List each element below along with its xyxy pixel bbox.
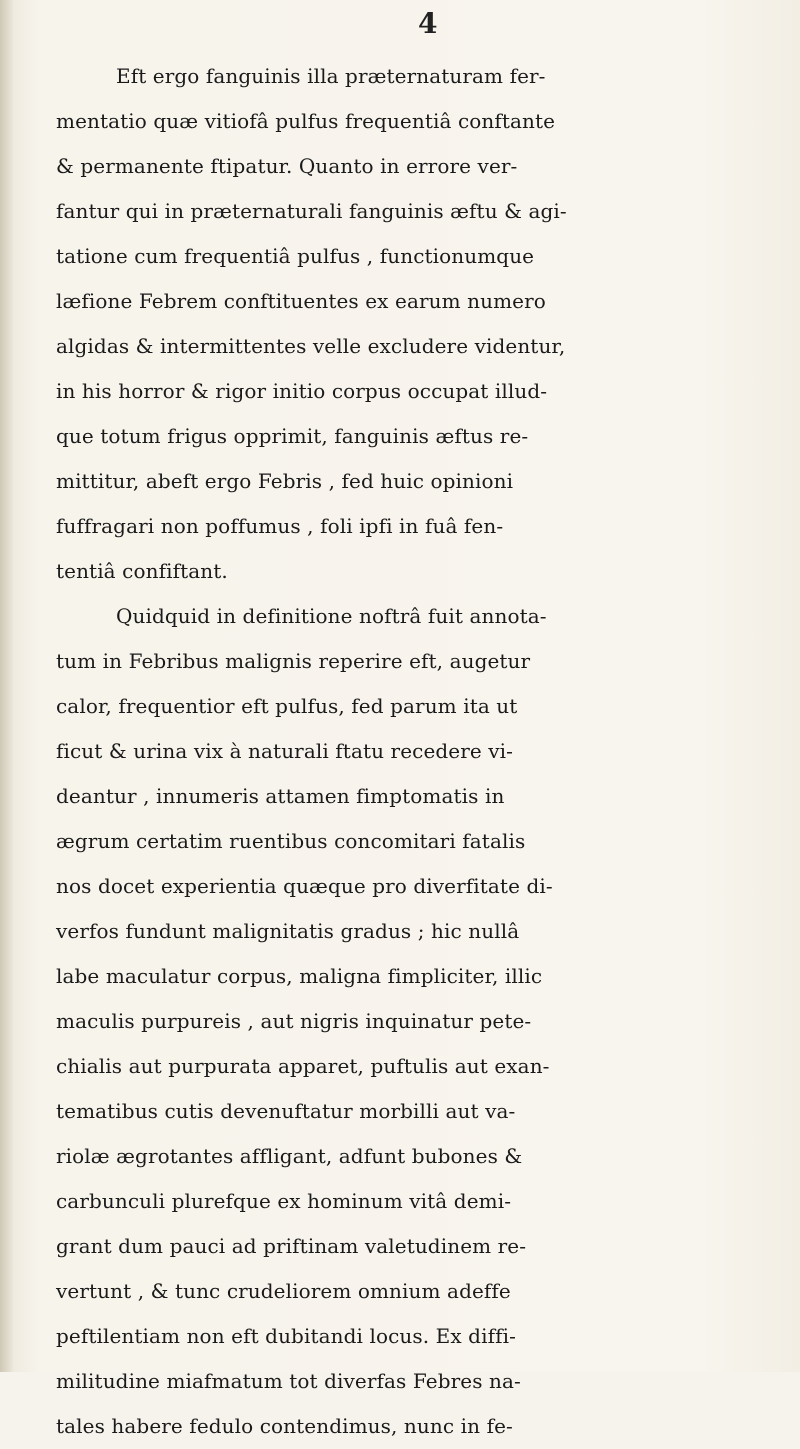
text-line: & permanente ftipatur. Quanto in errore ver-: [56, 154, 518, 178]
text-line: tales habere fedulo contendimus, nunc in fe-: [56, 1414, 513, 1438]
text-line: deantur , innumeris attamen fimptomatis in: [56, 784, 505, 808]
text-line: calor, frequentior eft pulfus, fed parum ita ut: [56, 694, 518, 718]
text-line: que totum frigus opprimit, fanguinis æftus re-: [56, 424, 529, 448]
text-line: chialis aut purpurata apparet, puftulis aut exan-: [56, 1054, 550, 1078]
text-line: maculis purpureis , aut nigris inquinatur pete-: [56, 1009, 532, 1033]
body-text: [56, 54, 796, 1449]
text-line: militudine miafmatum tot diverfas Febres na-: [56, 1369, 521, 1393]
text-line: vertunt , & tunc crudeliorem omnium adeffe: [56, 1279, 511, 1303]
text-line: nos docet experientia quæque pro diverfitate di-: [56, 874, 553, 898]
text-line: Eft ergo fanguinis illa præternaturam fer-: [116, 64, 546, 88]
text-line: tatione cum frequentiâ pulfus , functionumque: [56, 244, 535, 268]
text-line: fuffragari non poffumus , foli ipfi in fuâ fen-: [56, 514, 504, 538]
text-line: riolæ ægrotantes affligant, adfunt bubones &: [56, 1144, 523, 1168]
page-gutter-edge: [0, 0, 14, 1372]
page-number: 4: [418, 7, 438, 40]
text-line: labe maculatur corpus, maligna fimpliciter, illic: [56, 964, 543, 988]
text-line: mittitur, abeft ergo Febris , fed huic opinioni: [56, 469, 514, 493]
text-line: tentiâ confiftant.: [56, 559, 228, 583]
text-line: carbunculi plurefque ex hominum vitâ demi-: [56, 1189, 512, 1213]
text-line: læfione Febrem conftituentes ex earum numero: [56, 289, 546, 313]
text-line: algidas & intermittentes velle excludere videntur,: [56, 334, 566, 358]
text-line: tum in Febribus malignis reperire eft, augetur: [56, 649, 531, 673]
text-line: grant dum pauci ad priftinam valetudinem re-: [56, 1234, 527, 1258]
text-line: mentatio quæ vitiofâ pulfus frequentiâ conftante: [56, 109, 556, 133]
text-line: fantur qui in præternaturali fanguinis æftu & agi-: [56, 199, 567, 223]
text-line: in his horror & rigor initio corpus occupat illud-: [56, 379, 548, 403]
text-line: ficut & urina vix à naturali ftatu recedere vi-: [56, 739, 514, 763]
text-line: verfos fundunt malignitatis gradus ; hic nullâ: [56, 919, 520, 943]
text-line: peftilentiam non eft dubitandi locus. Ex diffi-: [56, 1324, 516, 1348]
text-line: Quidquid in definitione noftrâ fuit annota-: [116, 604, 547, 628]
text-line: tematibus cutis devenuftatur morbilli aut va-: [56, 1099, 516, 1123]
text-line: ægrum certatim ruentibus concomitari fatalis: [56, 829, 526, 853]
